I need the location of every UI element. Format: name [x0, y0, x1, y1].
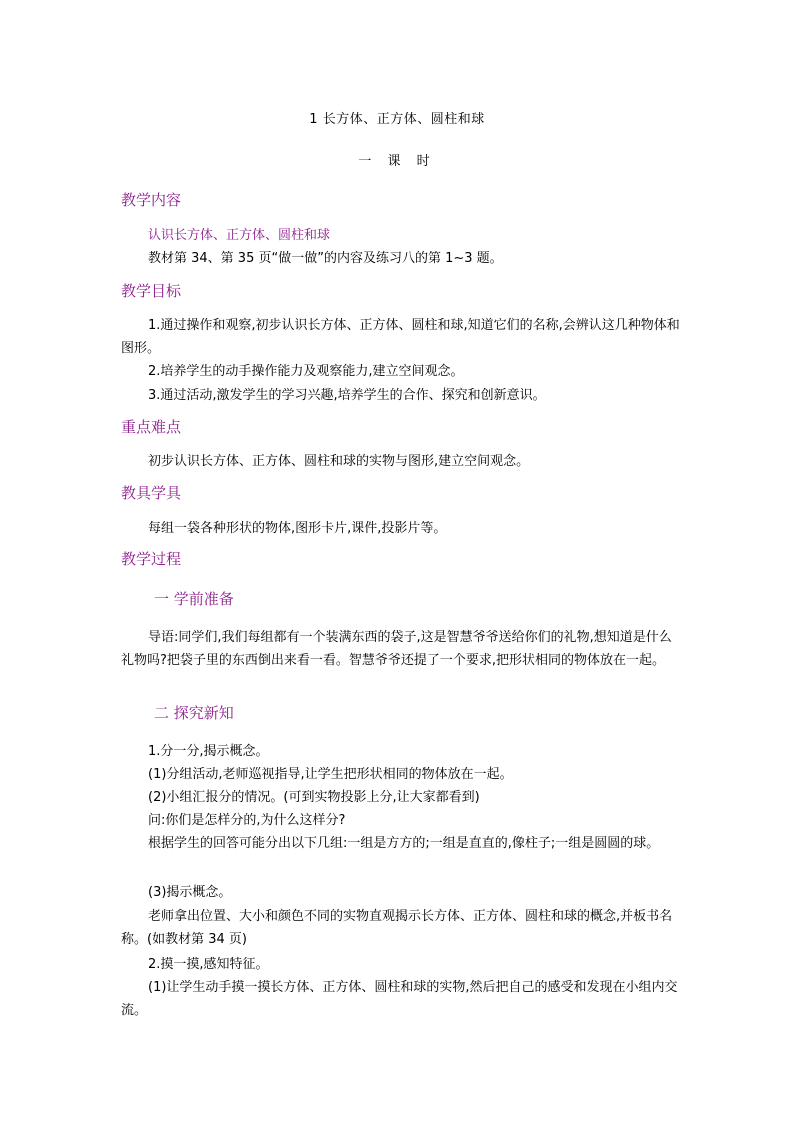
goal-item-3: 3.通过活动,激发学生的学习兴趣,培养学生的合作、探究和创新意识。 — [148, 388, 546, 403]
part-2-line-3: (2)小组汇报分的情况。(可到实物投影上分,让大家都看到) — [148, 790, 480, 805]
heading-part-2: 二 探究新知 — [154, 704, 234, 722]
part-2-line-7: 老师拿出位置、大小和颜色不同的实物直观揭示长方体、正方体、圆柱和球的概念,并板书名称。(如教材第 34 页) — [121, 909, 673, 947]
part-2-line-4: 问:你们是怎样分的,为什么这样分? — [148, 813, 346, 828]
key-points-text: 初步认识长方体、正方体、圆柱和球的实物与图形,建立空间观念。 — [148, 454, 530, 469]
content-text: 教材第 34、第 35 页“做一做”的内容及练习八的第 1~3 题。 — [148, 251, 503, 266]
goal-item-2: 2.培养学生的动手操作能力及观察能力,建立空间观念。 — [148, 364, 464, 379]
goal-item-1: 1.通过操作和观察,初步认识长方体、正方体、圆柱和球,知道它们的名称,会辨认这几种物体和图形。 — [121, 318, 680, 356]
lesson-subtitle: 一 课 时 — [358, 154, 436, 169]
heading-process: 教学过程 — [121, 550, 182, 568]
lesson-title: 1 长方体、正方体、圆柱和球 — [309, 112, 485, 127]
tools-text: 每组一袋各种形状的物体,图形卡片,课件,投影片等。 — [148, 521, 447, 536]
heading-part-1: 一 学前准备 — [154, 590, 234, 608]
part-2-line-2: (1)分组活动,老师巡视指导,让学生把形状相同的物体放在一起。 — [148, 767, 513, 782]
part-1-text: 导语:同学们,我们每组都有一个装满东西的袋子,这是智慧爷爷送给你们的礼物,想知道是什么礼物吗?把袋子里的东西倒出来看一看。智慧爷爷还提了一个要求,把形状相同的物体放在一起。 — [121, 630, 672, 668]
part-2-line-6: (3)揭示概念。 — [148, 885, 232, 900]
heading-key-points: 重点难点 — [121, 418, 182, 436]
part-2-line-5: 根据学生的回答可能分出以下几组:一组是方方的;一组是直直的,像柱子;一组是圆圆的球。 — [148, 836, 660, 851]
content-topic: 认识长方体、正方体、圆柱和球 — [148, 228, 331, 243]
heading-goals: 教学目标 — [121, 282, 182, 300]
heading-content: 教学内容 — [121, 191, 182, 209]
part-2-line-1: 1.分一分,揭示概念。 — [148, 744, 269, 759]
part-2-line-8: 2.摸一摸,感知特征。 — [148, 957, 269, 972]
heading-tools: 教具学具 — [121, 484, 182, 502]
part-2-line-9: (1)让学生动手摸一摸长方体、正方体、圆柱和球的实物,然后把自己的感受和发现在小组内交流。 — [121, 980, 678, 1018]
